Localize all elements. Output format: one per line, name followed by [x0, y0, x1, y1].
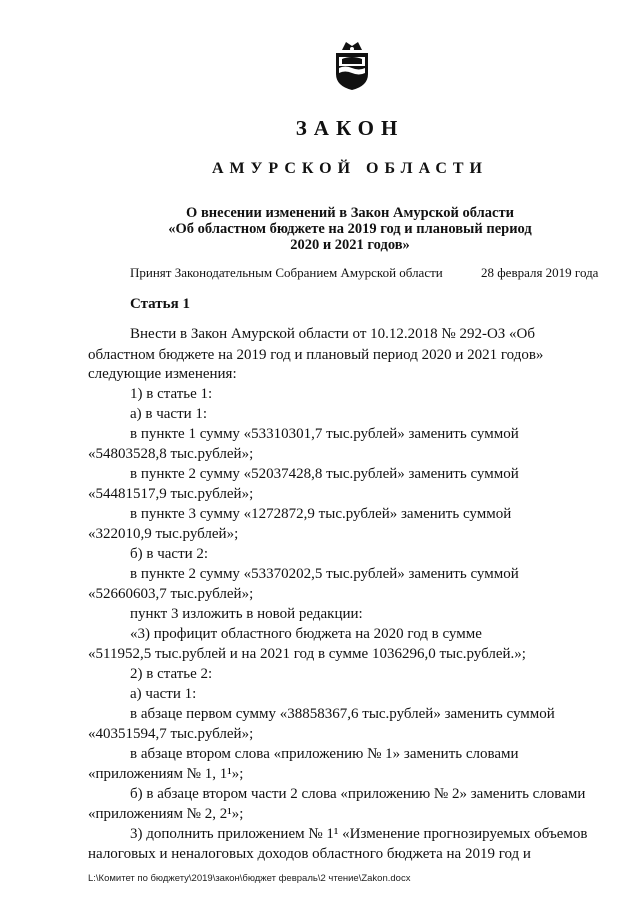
text-line: в пункте 3 сумму «1272872,9 тыс.рублей» заменить суммой	[130, 506, 512, 522]
adopted-date: 28 февраля 2019 года	[481, 265, 599, 280]
text-line: налоговых и неналоговых доходов областного бюджета на 2019 год и	[88, 846, 531, 862]
law-title: ЗАКОН	[295, 116, 405, 140]
text-line: Внести в Закон Амурской области от 10.12.2018 № 292-ОЗ «Об	[130, 326, 536, 342]
region-title: АМУРСКОЙ ОБЛАСТИ	[212, 160, 488, 177]
file-path-footer: L:\Комитет по бюджету\2019\закон\бюджет февраль\2 чтение\Zakon.docx	[88, 873, 411, 884]
text-line: «52660603,7 тыс.рублей»;	[88, 586, 254, 602]
text-line: 3) дополнить приложением № 1¹ «Изменение прогнозируемых объемов	[130, 826, 588, 842]
article-heading: Статья 1	[130, 296, 190, 312]
text-line: а) части 1:	[130, 686, 197, 702]
text-line: б) в части 2:	[130, 546, 209, 562]
text-line: «3) профицит областного бюджета на 2020 год в сумме	[130, 626, 482, 642]
text-line: «54803528,8 тыс.рублей»;	[88, 446, 254, 462]
text-line: «приложениям № 2, 2¹»;	[88, 806, 244, 822]
text-line: в пункте 1 сумму «53310301,7 тыс.рублей» заменить суммой	[130, 426, 519, 442]
text-line: в пункте 2 сумму «52037428,8 тыс.рублей» заменить суммой	[130, 466, 519, 482]
text-line: «322010,9 тыс.рублей»;	[88, 526, 239, 542]
text-line: в пункте 2 сумму «53370202,5 тыс.рублей» заменить суммой	[130, 566, 519, 582]
adopted-by: Принят Законодательным Собранием Амурской области	[130, 265, 443, 280]
text-line: б) в абзаце втором части 2 слова «приложению № 2» заменить словами	[130, 786, 586, 802]
text-line: областном бюджете на 2019 год и плановый период 2020 и 2021 годов»	[88, 347, 544, 363]
subject-line: «Об областном бюджете на 2019 год и плановый период	[168, 221, 532, 237]
text-line: «40351594,7 тыс.рублей»;	[88, 726, 254, 742]
amur-oblast-coat-of-arms-icon	[330, 40, 374, 92]
text-line: в абзаце втором слова «приложению № 1» заменить словами	[130, 746, 519, 762]
law-subject	[140, 205, 560, 253]
text-line: 1) в статье 1:	[130, 386, 213, 402]
text-line: следующие изменения:	[88, 366, 237, 382]
text-line: в абзаце первом сумму «38858367,6 тыс.рублей» заменить суммой	[130, 706, 555, 722]
subject-line: О внесении изменений в Закон Амурской области	[186, 205, 514, 221]
text-line: 2) в статье 2:	[130, 666, 213, 682]
text-line: пункт 3 изложить в новой редакции:	[130, 606, 363, 622]
text-line: «54481517,9 тыс.рублей»;	[88, 486, 254, 502]
text-line: «приложениям № 1, 1¹»;	[88, 766, 244, 782]
subject-line: 2020 и 2021 годов»	[290, 237, 410, 253]
text-line: «511952,5 тыс.рублей и на 2021 год в сумме 1036296,0 тыс.рублей.»;	[88, 646, 526, 662]
text-line: а) в части 1:	[130, 406, 208, 422]
